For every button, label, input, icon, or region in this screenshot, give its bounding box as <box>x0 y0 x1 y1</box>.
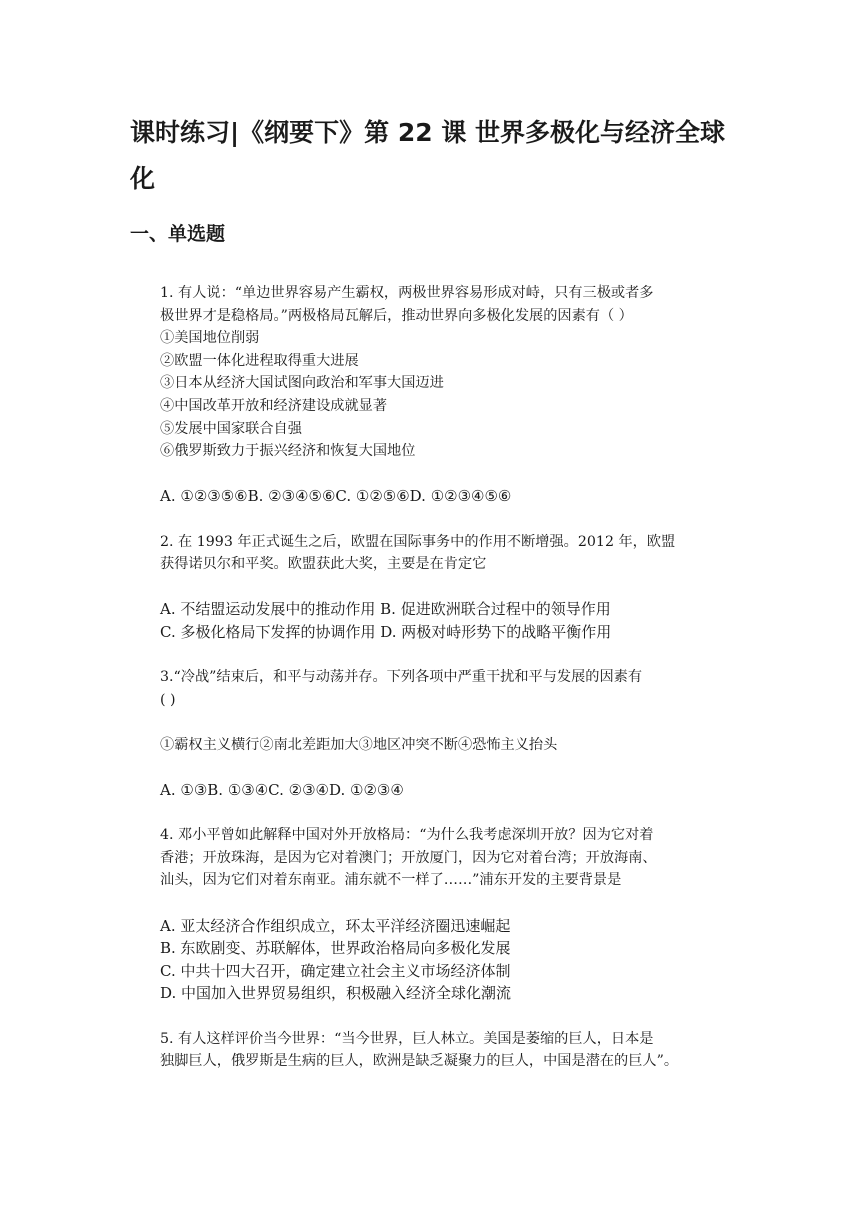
answer-options: A. 不结盟运动发展中的推动作用 B. 促进欧洲联合过程中的领导作用 <box>160 600 611 619</box>
question-stem: 2. 在 1993 年正式诞生之后，欧盟在国际事务中的作用不断增强。2012 年，欧盟 <box>160 533 676 550</box>
answer-options: A. ①②③⑤⑥B. ②③④⑤⑥C. ①②⑤⑥D. ①②③④⑤⑥ <box>160 487 512 506</box>
statement-item: ⑥俄罗斯致力于振兴经济和恢复大国地位 <box>160 443 416 460</box>
statement-item: ⑤发展中国家联合自强 <box>160 420 302 437</box>
document-title <box>130 110 740 202</box>
question-2 <box>160 531 730 644</box>
question-3 <box>160 666 730 802</box>
title-line-2: 化 <box>130 164 156 193</box>
answer-option: B. 东欧剧变、苏联解体，世界政治格局向多极化发展 <box>160 939 511 958</box>
question-stem: 极世界才是稳格局。”两极格局瓦解后，推动世界向多极化发展的因素有（ ） <box>160 307 633 324</box>
question-5 <box>160 1028 730 1073</box>
question-4 <box>160 824 730 1005</box>
question-stem: 获得诺贝尔和平奖。欧盟获此大奖，主要是在肯定它 <box>160 556 487 573</box>
answer-option: D. 中国加入世界贸易组织，积极融入经济全球化潮流 <box>160 984 512 1003</box>
statement-item: ①美国地位削弱 <box>160 330 260 347</box>
answer-option: A. 亚太经济合作组织成立，环太平洋经济圈迅速崛起 <box>160 916 511 935</box>
question-stem: ( ) <box>160 691 176 708</box>
statement-item: ④中国改革开放和经济建设成就显著 <box>160 397 388 414</box>
question-stem: 1. 有人说：“单边世界容易产生霸权，两极世界容易形成对峙，只有三极或者多 <box>160 285 654 301</box>
question-stem: 香港；开放珠海，是因为它对着澳门；开放厦门，因为它对着台湾；开放海南、 <box>160 849 657 866</box>
question-stem: 独脚巨人，俄罗斯是生病的巨人，欧洲是缺乏凝聚力的巨人，中国是潜在的巨人”。 <box>160 1053 679 1070</box>
question-list <box>160 282 730 1073</box>
statement-item: ②欧盟一体化进程取得重大进展 <box>160 352 359 369</box>
question-stem: 汕头，因为它们对着东南亚。浦东就不一样了……”浦东开发的主要背景是 <box>160 872 622 889</box>
question-stem: 4. 邓小平曾如此解释中国对外开放格局：“为什么我考虑深圳开放？因为它对着 <box>160 827 654 844</box>
title-line-1: 课时练习|《纲要下》第 22 课 世界多极化与经济全球 <box>130 118 726 147</box>
statement-item: ③日本从经济大国试图向政治和军事大国迈进 <box>160 375 444 392</box>
section-heading: 一、单选题 <box>130 223 226 245</box>
answer-options: C. 多极化格局下发挥的协调作用 D. 两极对峙形势下的战略平衡作用 <box>160 622 612 641</box>
answer-option: C. 中共十四大召开，确定建立社会主义市场经济体制 <box>160 961 511 980</box>
question-stem: 3.“冷战”结束后，和平与动荡并存。下列各项中严重干扰和平与发展的因素有 <box>160 669 643 686</box>
answer-options: A. ①③B. ①③④C. ②③④D. ①②③④ <box>160 781 404 800</box>
statement-item: ①霸权主义横行②南北差距加大③地区冲突不断④恐怖主义抬头 <box>160 736 558 753</box>
question-stem: 5. 有人这样评价当今世界：“当今世界，巨人林立。美国是萎缩的巨人，日本是 <box>160 1030 654 1047</box>
question-1 <box>160 282 730 508</box>
